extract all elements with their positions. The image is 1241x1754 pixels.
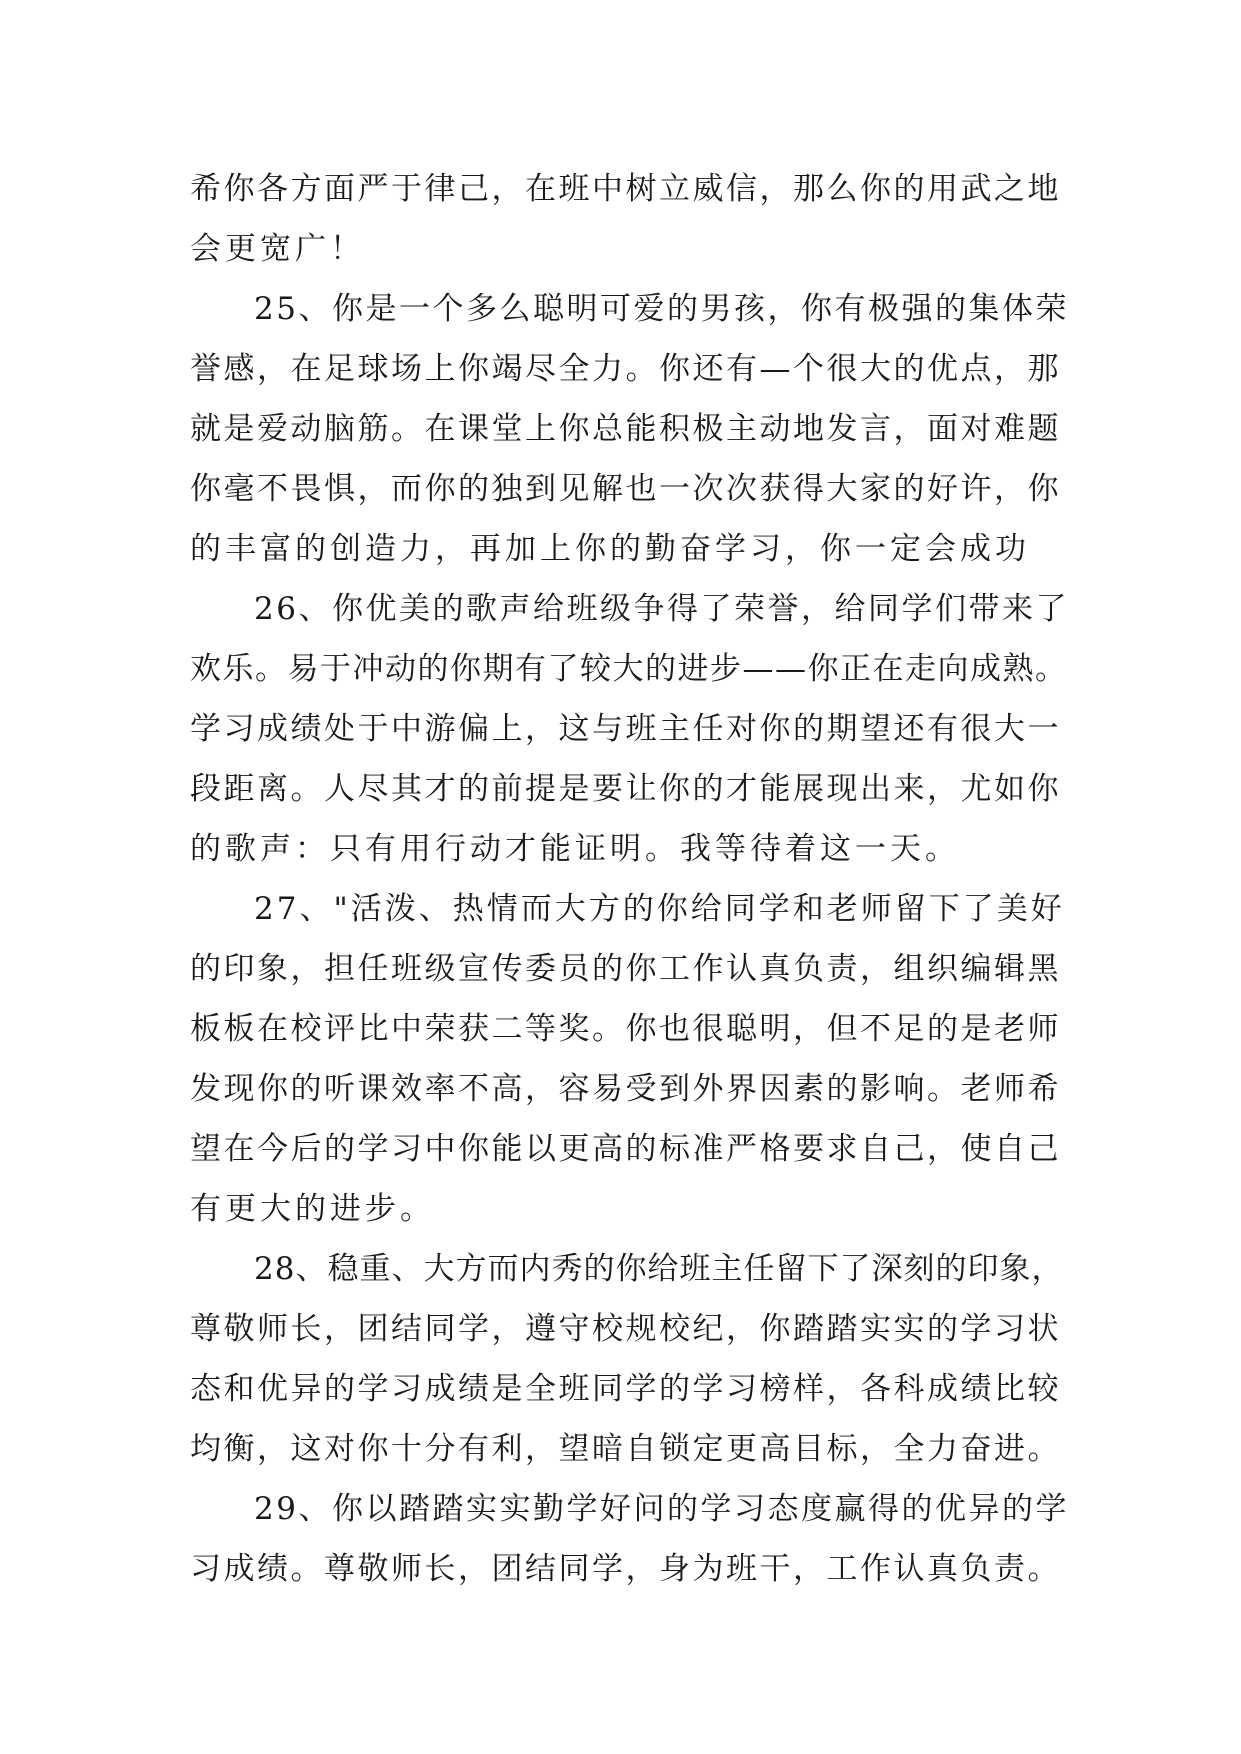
text-line: 态和优异的学习成绩是全班同学的学习榜样，各科成绩比较 <box>190 1371 1061 1407</box>
text-line: 27、"活泼、热情而大方的你给同学和老师留下了美好 <box>254 891 1065 927</box>
paragraph-26 <box>190 579 1070 879</box>
text-line: 习成绩。尊敬师长，团结同学，身为班干，工作认真负责。 <box>190 1551 1061 1587</box>
paragraph-28 <box>190 1239 1070 1479</box>
text-line: 学习成绩处于中游偏上，这与班主任对你的期望还有很大一 <box>190 711 1061 747</box>
paragraph-continuation <box>190 159 1070 279</box>
paragraph-25 <box>190 279 1070 579</box>
text-line: 板板在校评比中荣获二等奖。你也很聪明，但不足的是老师 <box>190 1011 1061 1047</box>
text-line: 26、你优美的歌声给班级争得了荣誉，给同学们带来了 <box>254 591 1069 627</box>
text-line: 会更宽广！ <box>190 231 365 267</box>
paragraph-29 <box>190 1479 1070 1599</box>
text-line: 发现你的听课效率不高，容易受到外界因素的影响。老师希 <box>190 1071 1061 1107</box>
text-line: 的丰富的创造力，再加上你的勤奋学习，你一定会成功 <box>190 531 1030 567</box>
text-line: 望在今后的学习中你能以更高的标准严格要求自己，使自己 <box>190 1131 1061 1167</box>
text-line: 你毫不畏惧，而你的独到见解也一次次获得大家的好许，你 <box>190 471 1061 507</box>
text-line: 28、稳重、大方而内秀的你给班主任留下了深刻的印象， <box>254 1251 1064 1287</box>
text-line: 就是爱动脑筋。在课堂上你总能积极主动地发言，面对难题 <box>190 411 1061 447</box>
text-line: 希你各方面严于律己，在班中树立威信，那么你的用武之地 <box>190 171 1061 207</box>
text-line: 25、你是一个多么聪明可爱的男孩，你有极强的集体荣 <box>254 291 1069 327</box>
text-line: 有更大的进步。 <box>190 1191 435 1227</box>
text-line: 的歌声：只有用行动才能证明。我等待着这一天。 <box>190 831 960 867</box>
text-line: 均衡，这对你十分有利，望暗自锁定更高目标，全力奋进。 <box>190 1431 1061 1467</box>
text-line: 29、你以踏踏实实勤学好问的学习态度赢得的优异的学 <box>254 1491 1069 1527</box>
text-line: 尊敬师长，团结同学，遵守校规校纪，你踏踏实实的学习状 <box>190 1311 1061 1347</box>
text-line: 誉感，在足球场上你竭尽全力。你还有—个很大的优点，那 <box>190 351 1061 387</box>
text-line: 段距离。人尽其才的前提是要让你的才能展现出来，尤如你 <box>190 771 1061 807</box>
paragraph-27 <box>190 879 1070 1239</box>
text-line: 欢乐。易于冲动的你期有了较大的进步——你正在走向成熟。 <box>190 651 1068 687</box>
document-body <box>190 159 1070 1599</box>
text-line: 的印象，担任班级宣传委员的你工作认真负责，组织编辑黑 <box>190 951 1061 987</box>
